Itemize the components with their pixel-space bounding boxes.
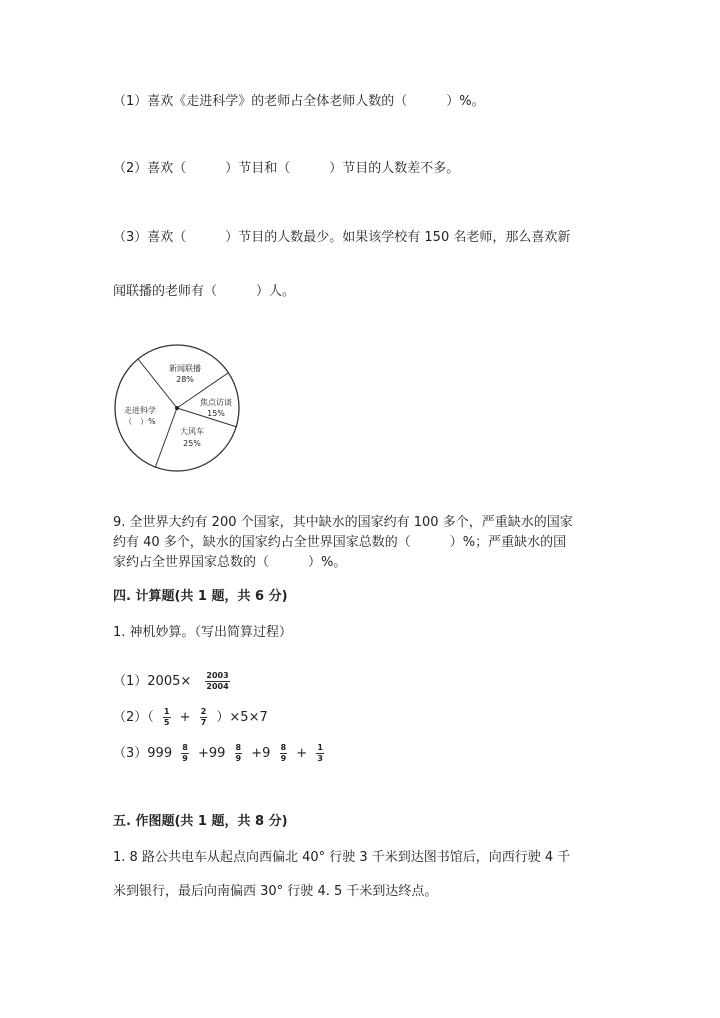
expr-2 <box>113 706 268 728</box>
q9-line1: 9. 全世界大约有 200 个国家，其中缺水的国家约有 100 多个，严重缺水的国家 <box>113 515 573 530</box>
section5-line2: 米到银行，最后向南偏西 30° 行驶 4. 5 千米到达终点。 <box>113 884 438 899</box>
slice-value: 25% <box>183 439 201 448</box>
pie-divider <box>155 408 177 468</box>
slice-label: 走进科学 <box>124 406 156 415</box>
slice-value: （ ）% <box>124 417 156 426</box>
expr-text: ）×5×7 <box>216 710 268 725</box>
fraction: $\frac{8}{9}$ <box>235 743 242 763</box>
expr-text: +9 <box>251 746 271 761</box>
expr-1 <box>113 670 235 692</box>
slice-value: 15% <box>207 409 225 418</box>
q9-line2: 约有 40 多个，缺水的国家约占全世界国家总数的（ ）%；严重缺水的国 <box>113 535 567 550</box>
pie-chart <box>110 340 250 475</box>
slice-label: 大风车 <box>180 427 204 436</box>
q8-part3-cont: 闻联播的老师有（ ）人。 <box>113 284 296 299</box>
fraction: $\frac{2003}{2004}$ <box>206 671 229 691</box>
slice-label: 焦点访谈 <box>200 398 232 407</box>
fraction: $\frac{1}{3}$ <box>317 743 323 763</box>
pie-center <box>175 406 179 410</box>
section5-line1: 1. 8 路公共电车从起点向西偏北 40° 行驶 3 千米到达图书馆后，向西行驶 4 千 <box>113 850 571 865</box>
fraction: $\frac{1}{5}$ <box>163 707 170 727</box>
fraction: $\frac{8}{9}$ <box>182 743 188 763</box>
slice-value: 28% <box>176 375 194 384</box>
expr-text: （3）999 <box>113 746 173 761</box>
q8-part3: （3）喜欢（ ）节目的人数最少。如果该学校有 150 名老师，那么喜欢新 <box>113 230 571 245</box>
section4-title: 四. 计算题(共 1 题，共 6 分) <box>113 589 288 604</box>
q8-part2: （2）喜欢（ ）节目和（ ）节目的人数差不多。 <box>113 161 460 176</box>
expr-text: + <box>296 746 308 761</box>
q8-part1: （1）喜欢《走进科学》的老师占全体老师人数的（ ）%。 <box>113 94 485 109</box>
expr-text: +99 <box>197 746 226 761</box>
expr-text: （1）2005× <box>113 674 192 689</box>
expr-text: （2）（ <box>113 710 154 725</box>
section4-question: 1. 神机妙算。（写出简算过程） <box>113 625 293 640</box>
q9-line3: 家约占全世界国家总数的（ ）%。 <box>113 555 347 570</box>
expr-text: + <box>179 710 191 725</box>
slice-label: 新闻联播 <box>169 364 201 373</box>
section5-title: 五. 作图题(共 1 题，共 8 分) <box>113 814 288 829</box>
fraction: $\frac{2}{7}$ <box>200 707 207 727</box>
fraction: $\frac{8}{9}$ <box>280 743 287 763</box>
expr-3 <box>113 742 329 764</box>
